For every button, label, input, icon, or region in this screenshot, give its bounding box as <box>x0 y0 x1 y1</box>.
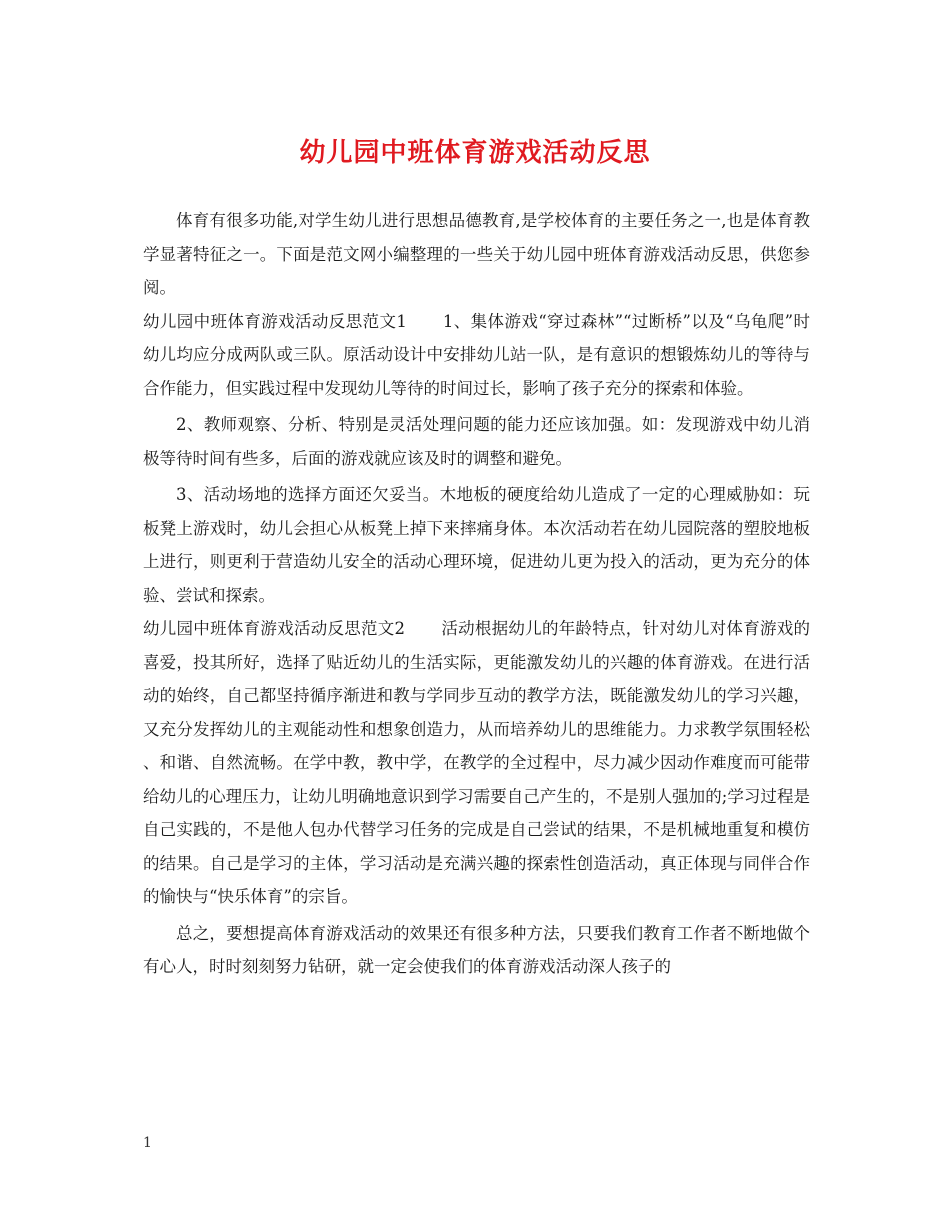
document-body <box>143 204 810 984</box>
conclusion-paragraph: 总之，要想提高体育游戏活动的效果还有很多种方法，只要我们教育工作者不断地做个有心人，时时刻刻努力钻研，就一定会使我们的体育游戏活动深人孩子的 <box>143 923 810 976</box>
intro-paragraph: 体育有很多功能,对学生幼儿进行思想品德教育,是学校体育的主要任务之一,也是体育教学显著特征之一。下面是范文网小编整理的一些关于幼儿园中班体育游戏活动反思，供您参阅。 <box>143 211 810 297</box>
sample1-heading: 幼儿园中班体育游戏活动反思范文1 <box>143 311 407 331</box>
sample1-point1: 1、集体游戏“穿过森林”“过断桥”以及“乌龟爬”时幼儿均应分成两队或三队。原活动设计中安排幼儿站一队，是有意识的想锻炼幼儿的等待与合作能力，但实践过程中发现幼儿等待的时间过长，影响了孩子充分的探索和体验。 <box>143 311 810 398</box>
document-title: 幼儿园中班体育游戏活动反思 <box>299 138 651 168</box>
page-number: 1 <box>143 1135 152 1151</box>
sample2-text: 活动根据幼儿的年龄特点，针对幼儿对体育游戏的喜爱，投其所好，选择了贴近幼儿的生活实际，更能激发幼儿的兴趣的体育游戏。在进行活动的始终，自己都坚持循序渐进和教与学同步互动的教学方法，既能激发幼儿的学习兴趣，又充分发挥幼儿的主观能动性和想象创造力，从而培养幼儿的思维能力。力求教学氛围轻松、和谐、自然流畅。在学中教，教中学，在教学的全过程中，尽力减少因动作难度而可能带给幼儿的心理压力，让幼儿明确地意识到学习需要自己产生的，不是别人强加的;学习过程是自己实践的，不是他人包办代替学习任务的完成是自己尝试的结果，不是机械地重复和模仿的结果。自己是学习的主体，学习活动是充满兴趣的探索性创造活动，真正体现与同伴合作的愉快与“快乐体育”的宗旨。 <box>143 619 811 906</box>
sample1-first-paragraph <box>143 305 810 406</box>
sample1-point3: 3、活动场地的选择方面还欠妥当。木地板的硬度给幼儿造成了一定的心理威胁如：玩板凳上游戏时，幼儿会担心从板凳上掉下来摔痛身体。本次活动若在幼儿园院落的塑胶地板上进行，则更利于营造幼儿安全的活动心理环境，促进幼儿更为投入的活动，更为充分的体验、尝试和探索。 <box>143 485 810 605</box>
sample2-heading: 幼儿园中班体育游戏活动反思范文2 <box>143 619 406 638</box>
sample1-point2: 2、教师观察、分析、特别是灵活处理问题的能力还应该加强。如：发现游戏中幼儿消极等待时间有些多，后面的游戏就应该及时的调整和避免。 <box>143 415 810 468</box>
sample2-paragraph <box>143 612 810 914</box>
